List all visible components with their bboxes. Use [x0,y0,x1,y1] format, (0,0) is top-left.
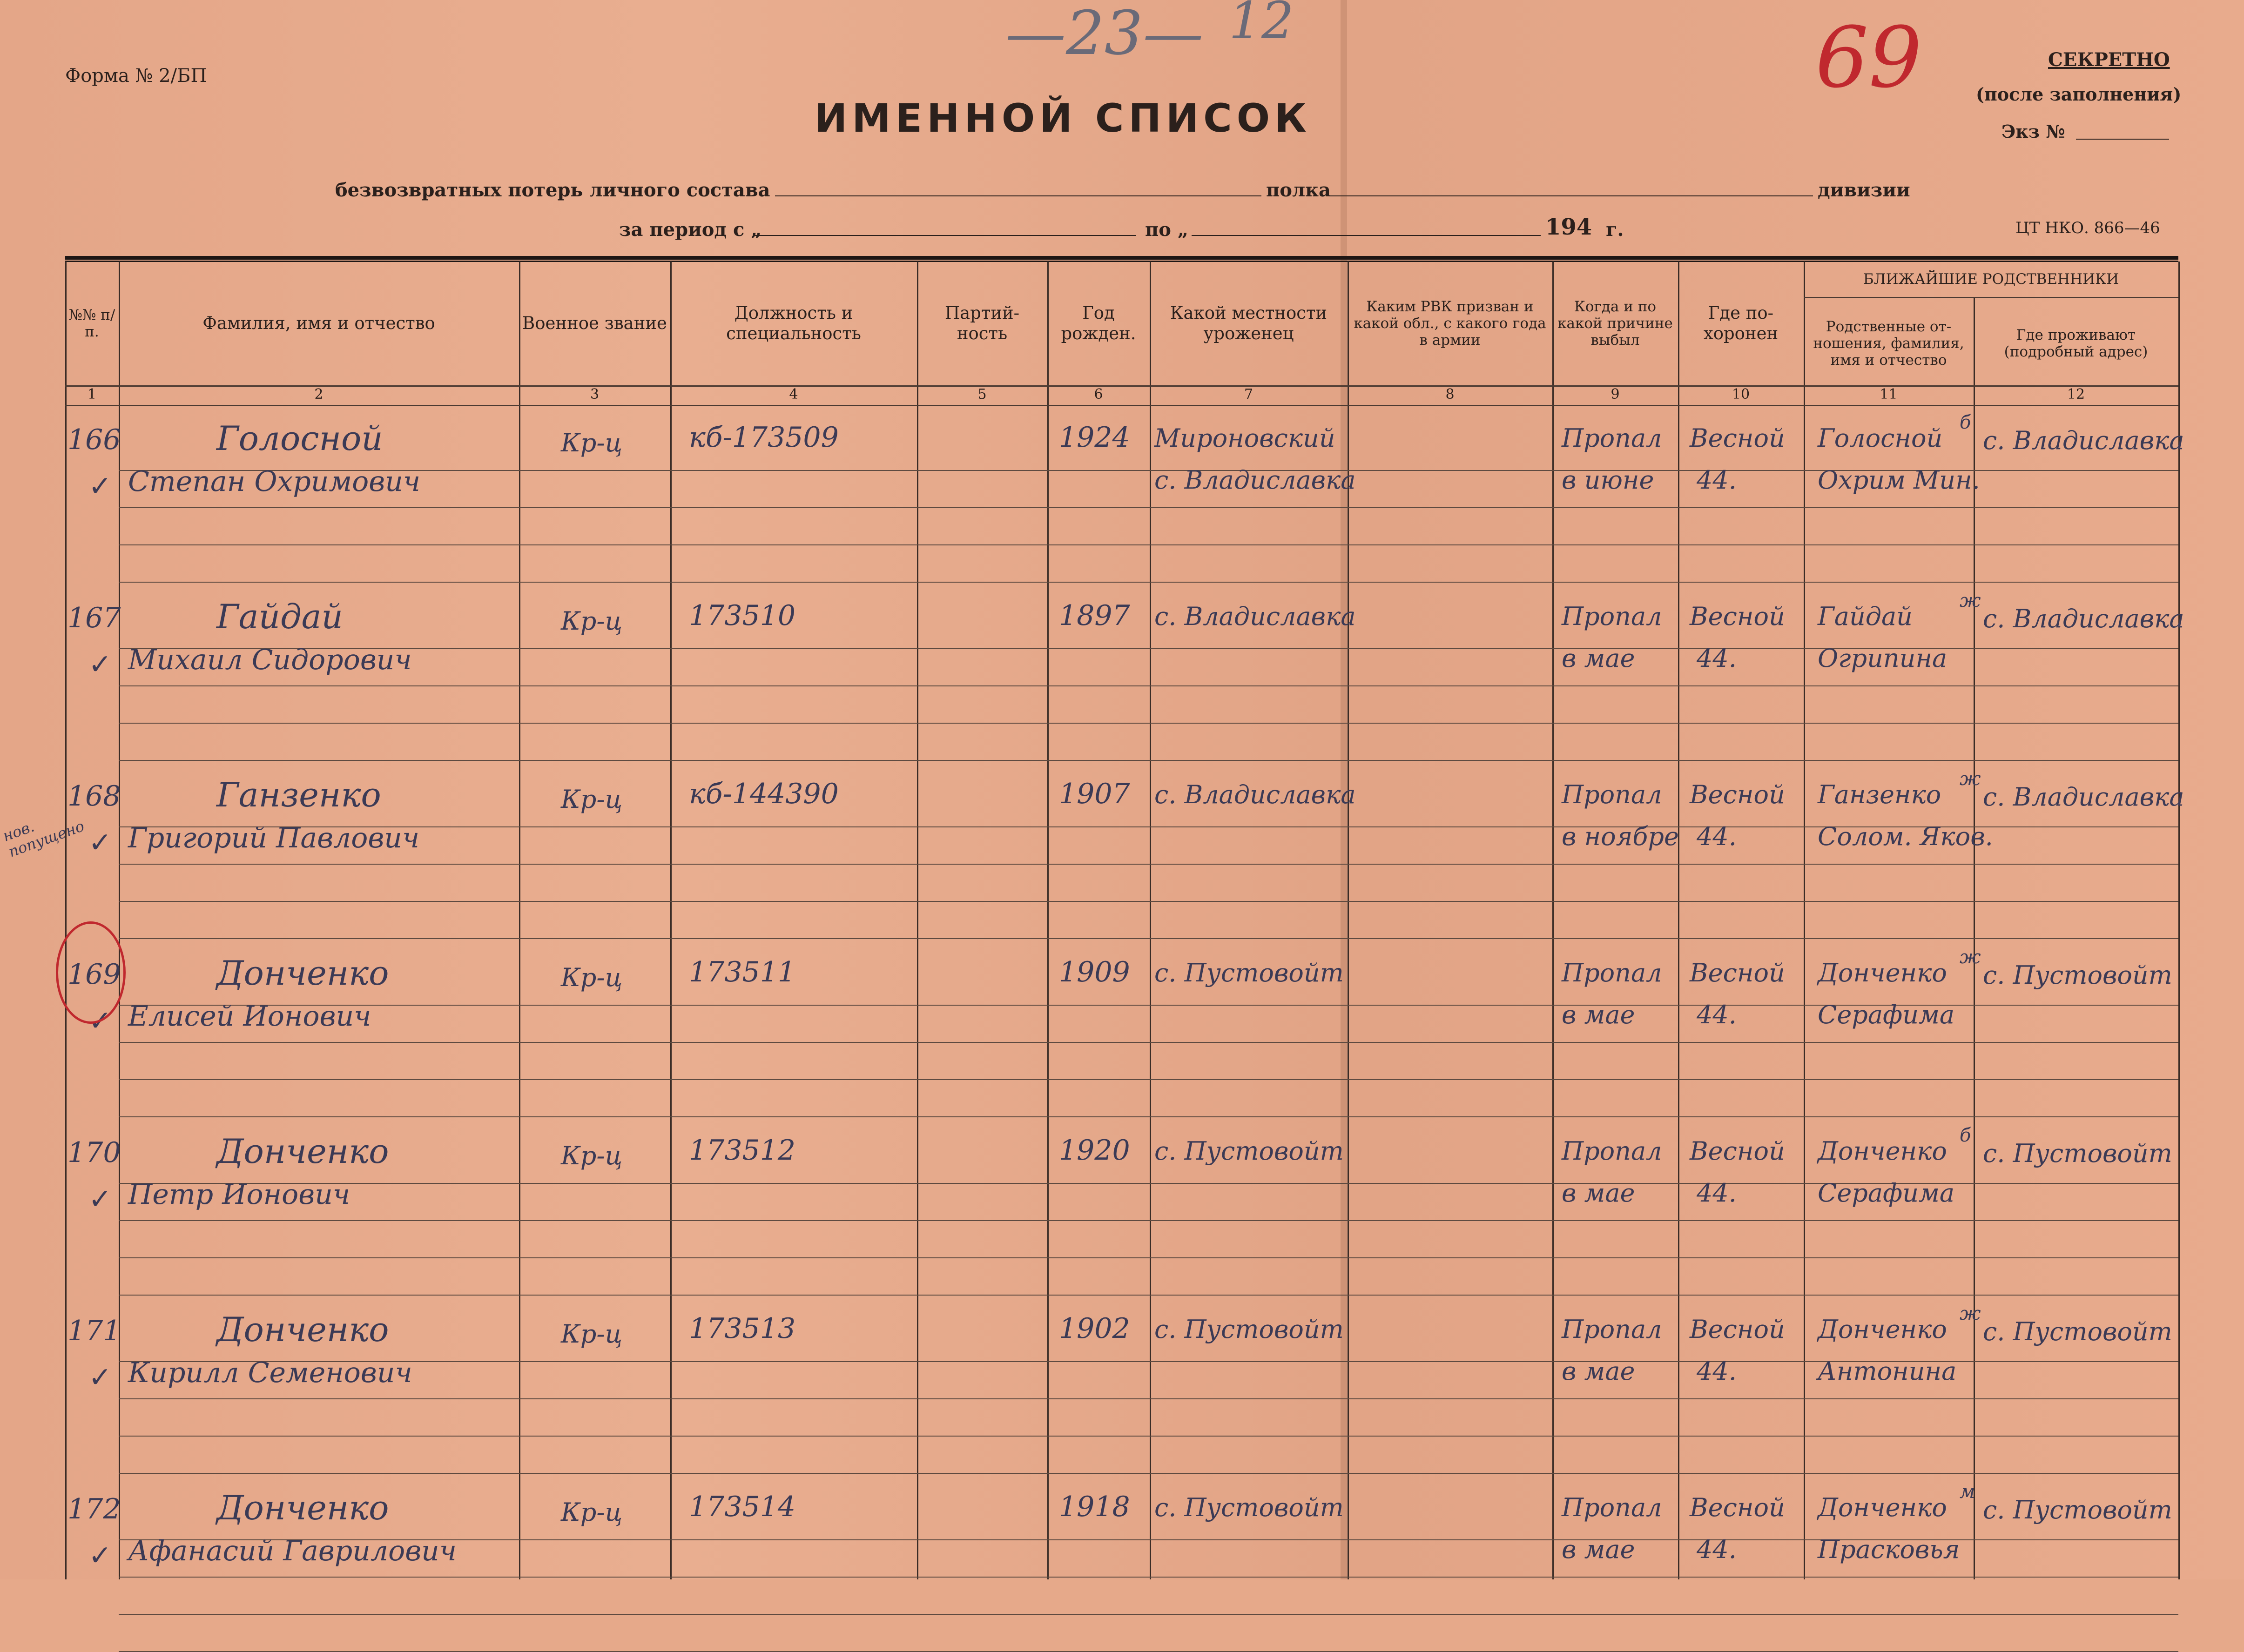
relative-name: Прасковья [1818,1535,1960,1564]
dropout-reason: Пропал [1562,423,1662,453]
dropout-reason: Пропал [1562,1136,1662,1166]
year-suffix: г. [1606,219,1624,241]
first-and-patronymic: Григорий Павлович [128,822,420,854]
ruled-line [119,864,2178,865]
surname: Гайдай [216,597,343,636]
page-mark-1: —23— [1005,0,1204,68]
military-rank: Кр-ц [561,606,623,636]
birth-year: 1897 [1059,599,1130,632]
losses-label: безвозвратных потерь личного состава [335,179,770,201]
relative-address: с. Пустовойт [1983,1139,2172,1168]
row-number: 168 [67,780,121,813]
burial-place: Весной [1690,423,1785,453]
division-label: дивизии [1818,179,1910,201]
column-number-4: 4 [789,386,798,403]
copy-number-line [2076,139,2169,140]
birth-year: 1909 [1059,956,1130,988]
first-and-patronymic: Михаил Сидорович [128,644,412,676]
column-number-9: 9 [1611,386,1620,403]
military-rank: Кр-ц [561,428,623,457]
copy-number-label: Экз № [2001,121,2065,142]
burial-year: 44. [1697,822,1737,851]
column-rule [519,262,520,1579]
burial-year: 44. [1697,1357,1737,1386]
column-number-11: 11 [1880,386,1898,403]
burial-place: Весной [1690,958,1785,987]
relative-kinship-mark: б [1960,412,1971,433]
ruled-line [119,1295,2178,1296]
verified-check-mark: ✓ [88,1361,112,1394]
relative-name: Охрим Мин. [1818,465,1980,495]
first-and-patronymic: Кирилл Семенович [128,1357,412,1389]
secret-label: СЕКРЕТНО [2048,49,2170,71]
dropout-date: в мае [1562,1535,1635,1564]
military-rank: Кр-ц [561,963,623,992]
column-number-6: 6 [1094,386,1103,403]
post-specialty: 173510 [689,599,796,632]
row-number: 167 [67,602,121,634]
relative-surname: Донченко [1818,1315,1947,1344]
relative-name: Серафима [1818,1178,1955,1208]
column-rule [119,262,120,1579]
period-from-blank [754,235,1136,236]
post-specialty: 173512 [689,1134,796,1167]
relative-kinship-mark: ж [1960,947,1981,968]
column-header-10: Где по- хоронен [1703,303,1779,343]
header-number-rule [65,405,2178,406]
relative-address: с. Владиславка [1983,426,2184,455]
verified-check-mark: ✓ [88,1183,112,1215]
print-code: ЦТ НКО. 866—46 [2015,219,2160,237]
relative-surname: Донченко [1818,1136,1947,1166]
relative-surname: Ганзенко [1818,780,1941,809]
column-number-2: 2 [314,386,323,403]
birthplace: с. Пустовойт [1154,1315,1344,1344]
column-rule [65,262,67,1579]
surname: Донченко [216,1132,389,1171]
column-header-4: Должность и специальность [726,303,861,343]
burial-year: 44. [1697,644,1737,673]
column-number-10: 10 [1732,386,1750,403]
column-rule [2178,262,2180,1579]
column-header-3: Военное звание [522,313,667,333]
relatives-group-header: БЛИЖАЙШИЕ РОДСТВЕННИКИ [1863,271,2119,288]
column-rule [917,262,918,1579]
column-rule [1552,262,1554,1579]
ruled-line [119,1220,2178,1221]
column-number-3: 3 [590,386,600,403]
birth-year: 1902 [1059,1312,1130,1345]
burial-year: 44. [1697,465,1737,495]
military-rank: Кр-ц [561,785,623,814]
relative-surname: Донченко [1818,958,1947,987]
column-header-1: №№ п/п. [68,307,115,340]
row-169-circle-mark [56,921,126,1024]
losses-table [65,256,2184,1579]
ruled-line [119,582,2178,583]
row-number: 166 [67,423,121,456]
verified-check-mark: ✓ [88,826,112,859]
ruled-line [119,901,2178,902]
unit-blank [775,195,1261,196]
period-to-blank [1192,235,1541,236]
verified-check-mark: ✓ [88,648,112,681]
column-number-7: 7 [1244,386,1253,403]
surname: Донченко [216,1310,389,1349]
ruled-line [119,723,2178,724]
relative-kinship-mark: ж [1960,768,1981,790]
column-number-1: 1 [87,386,97,403]
first-and-patronymic: Петр Ионович [128,1178,350,1211]
ruled-line [119,760,2178,761]
burial-place: Весной [1690,602,1785,631]
ruled-line [119,1436,2178,1437]
dropout-reason: Пропал [1562,1315,1662,1344]
burial-year: 44. [1697,1535,1737,1564]
relative-surname: Донченко [1818,1493,1947,1522]
ruled-line [119,1473,2178,1474]
regiment-blank [1329,195,1813,196]
column-header-2: Фамилия, имя и отчество [202,313,435,333]
ruled-line [119,1257,2178,1258]
table-top-rule [65,256,2178,260]
verified-check-mark: ✓ [88,1005,112,1037]
verified-check-mark: ✓ [88,1539,112,1572]
dropout-date: в мае [1562,644,1635,673]
losses-line [335,179,770,201]
burial-place: Весной [1690,1493,1785,1522]
birthplace-line-2: с. Владиславка [1154,465,1356,495]
dropout-date: в июне [1562,465,1654,495]
surname: Донченко [216,954,389,993]
first-and-patronymic: Афанасий Гаврилович [128,1535,457,1567]
dropout-date: в ноябре [1562,822,1679,851]
ruled-line [119,938,2178,939]
surname: Голосной [216,419,383,458]
relative-address: с. Владиславка [1983,782,2184,812]
ruled-line [119,1079,2178,1080]
birth-year: 1924 [1059,421,1130,454]
column-header-9: Когда и по какой причине выбыл [1557,298,1673,349]
birthplace: с. Пустовойт [1154,958,1344,987]
burial-place: Весной [1690,780,1785,809]
margin-note: нов. попущено [0,817,87,861]
page-title: ИМЕННОЙ СПИСОК [815,95,1311,141]
post-specialty: 173514 [689,1491,796,1523]
dropout-reason: Пропал [1562,1493,1662,1522]
burial-year: 44. [1697,1178,1737,1208]
burial-place: Весной [1690,1136,1785,1166]
birthplace: с. Пустовойт [1154,1493,1344,1522]
dropout-reason: Пропал [1562,780,1662,809]
ruled-line [119,507,2178,508]
relatives-group-rule [1804,297,2178,298]
ruled-line [119,1116,2178,1117]
military-rank: Кр-ц [561,1319,623,1349]
burial-year: 44. [1697,1000,1737,1029]
row-number: 170 [67,1136,121,1169]
burial-place: Весной [1690,1315,1785,1344]
relative-address: с. Владиславка [1983,604,2184,633]
dropout-reason: Пропал [1562,958,1662,987]
post-specialty: кб-144390 [689,778,839,810]
ruled-line [119,1614,2178,1615]
column-rule [670,262,672,1579]
post-specialty: 173511 [689,956,796,988]
column-header-5: Партий- ность [944,303,1020,343]
post-specialty: кб-173509 [689,421,839,454]
military-rank: Кр-ц [561,1141,623,1170]
birthplace: с. Пустовойт [1154,1136,1344,1166]
row-number: 169 [67,958,121,991]
relative-kinship-mark: ж [1960,1303,1981,1324]
column-rule [1150,262,1151,1579]
page-mark-2: 12 [1229,0,1294,50]
ruled-line [119,1577,2178,1578]
post-specialty: 173513 [689,1312,796,1345]
regiment-label: полка [1266,179,1331,201]
surname: Ганзенко [216,775,381,814]
column-number-8: 8 [1445,386,1455,403]
column-header-8: Каким РВК призван и какой обл., с какого года в армии [1354,298,1546,349]
birthplace: с. Владиславка [1154,602,1356,631]
column-rule [1804,262,1805,1579]
column-header-12: Где проживают (подробный адрес) [2004,326,2148,360]
column-number-12: 12 [2067,386,2085,403]
birthplace: Мироновский [1154,423,1335,453]
dropout-reason: Пропал [1562,602,1662,631]
relative-address: с. Пустовойт [1983,1317,2172,1346]
ruled-line [119,1042,2178,1043]
first-and-patronymic: Елисей Ионович [128,1000,371,1033]
column-rule [1348,262,1349,1579]
relative-address: с. Пустовойт [1983,960,2172,990]
relative-name: Солом. Яков. [1818,822,1993,851]
column-header-6: Год рожден. [1061,303,1136,343]
ruled-line [119,685,2178,686]
after-fill-label: (после заполнения) [1976,84,2182,105]
first-and-patronymic: Степан Охримович [128,465,421,498]
ruled-line [119,544,2178,545]
relative-surname: Голосной [1818,423,1943,453]
birth-year: 1918 [1059,1491,1130,1523]
column-rule [1047,262,1049,1579]
period-from-label: за период с „ [619,219,762,241]
column-header-11: Родственные от- ношения, фамилия, имя и отчество [1813,318,1964,369]
relative-kinship-mark: ж [1960,590,1981,611]
surname: Донченко [216,1488,389,1527]
row-number: 172 [67,1493,121,1525]
relative-name: Огрипина [1818,644,1947,673]
relative-address: с. Пустовойт [1983,1495,2172,1524]
page-stamp-number: 69 [1815,9,1922,107]
relative-name: Антонина [1818,1357,1957,1386]
column-number-5: 5 [977,386,987,403]
relative-kinship-mark: б [1960,1125,1971,1146]
year-prefix: 194 [1545,214,1592,240]
form-number: Форма № 2/БП [65,65,207,87]
dropout-date: в мае [1562,1357,1635,1386]
birthplace: с. Владиславка [1154,780,1356,809]
period-to-label: по „ [1145,219,1188,241]
relative-surname: Гайдай [1818,602,1913,631]
column-header-7: Какой местности уроженец [1170,303,1328,343]
birth-year: 1920 [1059,1134,1130,1167]
birth-year: 1907 [1059,778,1130,810]
ruled-line [119,1398,2178,1399]
verified-check-mark: ✓ [88,470,112,503]
relative-kinship-mark: м [1960,1481,1975,1503]
row-number: 171 [67,1315,121,1347]
header-bottom-rule [65,385,2178,387]
military-rank: Кр-ц [561,1498,623,1527]
dropout-date: в мае [1562,1178,1635,1208]
dropout-date: в мае [1562,1000,1635,1029]
column-rule [1678,262,1679,1579]
relative-name: Серафима [1818,1000,1955,1029]
